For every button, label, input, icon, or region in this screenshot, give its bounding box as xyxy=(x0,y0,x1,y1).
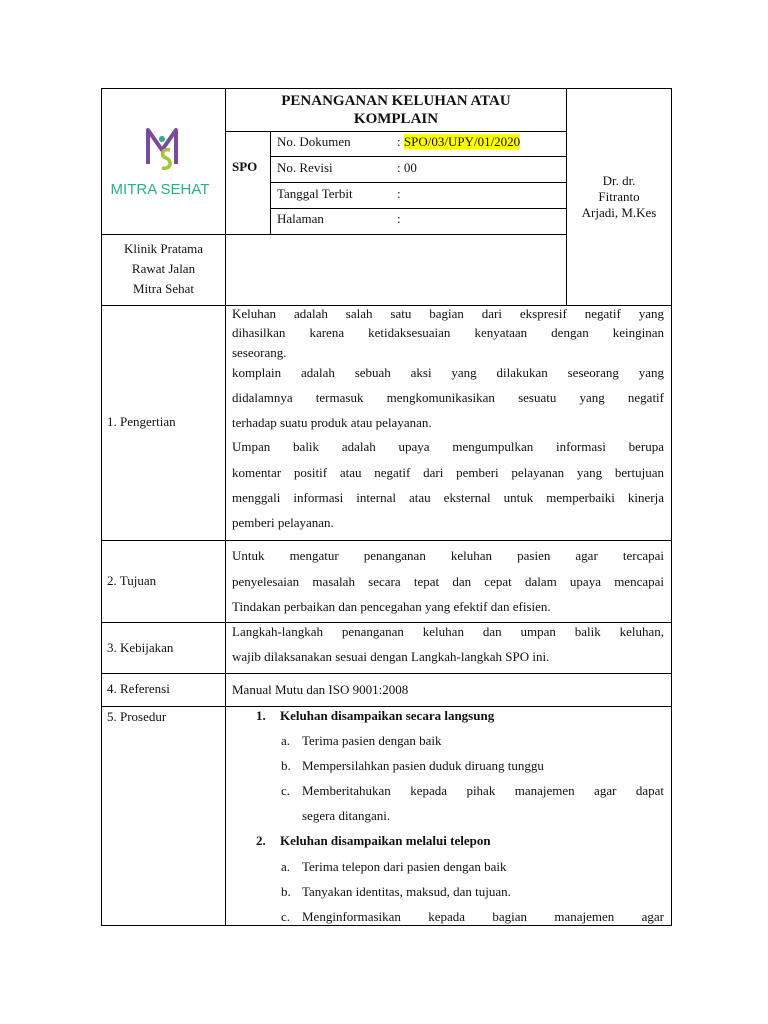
pengertian-line: Umpan balik adalah upaya mengumpulkan informasi berupa xyxy=(232,439,664,454)
pengertian-line: terhadap suatu produk atau pelayanan. xyxy=(232,415,432,430)
document-title-line2: KOMPLAIN xyxy=(353,111,439,127)
referensi-text: Manual Mutu dan ISO 9001:2008 xyxy=(232,682,409,697)
pengertian-line: pemberi pelayanan. xyxy=(232,515,334,530)
prosedur-item2-number: 2. xyxy=(256,833,266,848)
sub-item-mark: b. xyxy=(281,884,291,899)
sub-item-mark: b. xyxy=(281,758,291,773)
field-label-no-dokumen: No. Dokumen xyxy=(277,134,351,149)
pengertian-line: komplain adalah sebuah aksi yang dilakukan seseorang yang xyxy=(232,365,664,380)
signer-line1: Dr. dr. xyxy=(602,173,636,188)
pengertian-line: didalamnya termasuk mengkomunikasikan sesuatu yang negatif xyxy=(232,390,664,405)
mitra-sehat-logo-icon xyxy=(104,120,224,210)
prosedur-item1-number: 1. xyxy=(256,708,266,723)
document-number-highlight: SPO/03/UPY/01/2020 xyxy=(403,134,521,149)
field-label-halaman: Halaman xyxy=(277,211,324,226)
section-label-kebijakan: 3. Kebijakan xyxy=(107,640,174,655)
field-value-tanggal-terbit: : xyxy=(397,186,401,201)
rule xyxy=(270,208,567,209)
pengertian-line: dihasilkan karena ketidaksesuaian kenyataan dengan keinginan xyxy=(232,325,664,340)
sub-item-text: Terima telepon dari pasien dengan baik xyxy=(302,859,507,874)
section-label-referensi: 4. Referensi xyxy=(107,681,170,696)
sub-item-text: Memberitahukan kepada pihak manajemen agar dapat xyxy=(302,783,664,798)
field-label-no-revisi: No. Revisi xyxy=(277,160,333,175)
sub-item-continuation: segera ditangani. xyxy=(302,808,391,823)
sub-item-mark: a. xyxy=(281,859,291,874)
rule xyxy=(101,925,672,926)
clinic-logo xyxy=(104,120,224,210)
tujuan-line: penyelesaian masalah secara tepat dan cepat dalam upaya mencapai xyxy=(232,574,664,589)
rule xyxy=(101,622,672,623)
rule xyxy=(101,673,672,674)
tujuan-line: Tindakan perbaikan dan pencegahan yang efektif dan efisien. xyxy=(232,599,551,614)
field-value-no-revisi: : 00 xyxy=(397,160,417,175)
sub-item-text: Menginformasikan kepada bagian manajemen agar xyxy=(302,909,664,924)
rule xyxy=(225,88,226,926)
clinic-name-line3: Mitra Sehat xyxy=(132,281,194,296)
rule xyxy=(270,182,567,183)
field-value-halaman: : xyxy=(397,211,401,226)
rule xyxy=(270,131,271,235)
rule xyxy=(101,88,672,89)
prosedur-item2-title: Keluhan disampaikan melalui telepon xyxy=(280,833,491,848)
field-label-tanggal-terbit: Tanggal Terbit xyxy=(277,186,353,201)
pengertian-line: seseorang. xyxy=(232,345,287,360)
rule xyxy=(101,706,672,707)
sub-item-text: Tanyakan identitas, maksud, dan tujuan. xyxy=(302,884,511,899)
logo-wordmark: MITRA SEHAT xyxy=(110,181,210,198)
rule xyxy=(225,131,567,132)
rule xyxy=(101,540,672,541)
pengertian-line: Keluhan adalah salah satu bagian dari ekspresif negatif yang xyxy=(232,306,664,321)
sub-item-mark: c. xyxy=(281,909,291,924)
clinic-name-line2: Rawat Jalan xyxy=(131,261,196,276)
signer-line2: Fitranto xyxy=(598,189,640,204)
sub-item-mark: a. xyxy=(281,733,291,748)
pengertian-line: komentar positif atau negatif dari pemberi pelayanan yang bertujuan xyxy=(232,465,664,480)
sub-item-mark: c. xyxy=(281,783,291,798)
section-label-pengertian: 1. Pengertian xyxy=(107,414,176,429)
sub-item-text: Terima pasien dengan baik xyxy=(302,733,442,748)
section-label-prosedur: 5. Prosedur xyxy=(107,709,167,724)
rule xyxy=(101,88,102,926)
tujuan-line: Untuk mengatur penanganan keluhan pasien agar tercapai xyxy=(232,548,664,563)
pengertian-line: menggali informasi internal atau eksternal untuk memperbaiki kinerja xyxy=(232,490,664,505)
prosedur-item1-title: Keluhan disampaikan secara langsung xyxy=(280,708,495,723)
kebijakan-line: Langkah-langkah penanganan keluhan dan umpan balik keluhan, xyxy=(232,624,664,639)
kebijakan-line: wajib dilaksanakan sesuai dengan Langkah-langkah SPO ini. xyxy=(232,649,550,664)
rule xyxy=(101,234,567,235)
document-title-line1: PENANGANAN KELUHAN ATAU xyxy=(281,93,511,109)
section-label-tujuan: 2. Tujuan xyxy=(107,573,157,588)
rule xyxy=(671,88,672,926)
signer-line3: Arjadi, M.Kes xyxy=(581,205,657,220)
field-value-no-dokumen xyxy=(397,134,520,150)
field-value-prefix: : xyxy=(397,134,404,149)
sub-item-text: Mempersilahkan pasien duduk diruang tunggu xyxy=(302,758,544,773)
rule xyxy=(270,156,567,157)
clinic-name-line1: Klinik Pratama xyxy=(123,241,204,256)
spo-label: SPO xyxy=(232,159,258,174)
